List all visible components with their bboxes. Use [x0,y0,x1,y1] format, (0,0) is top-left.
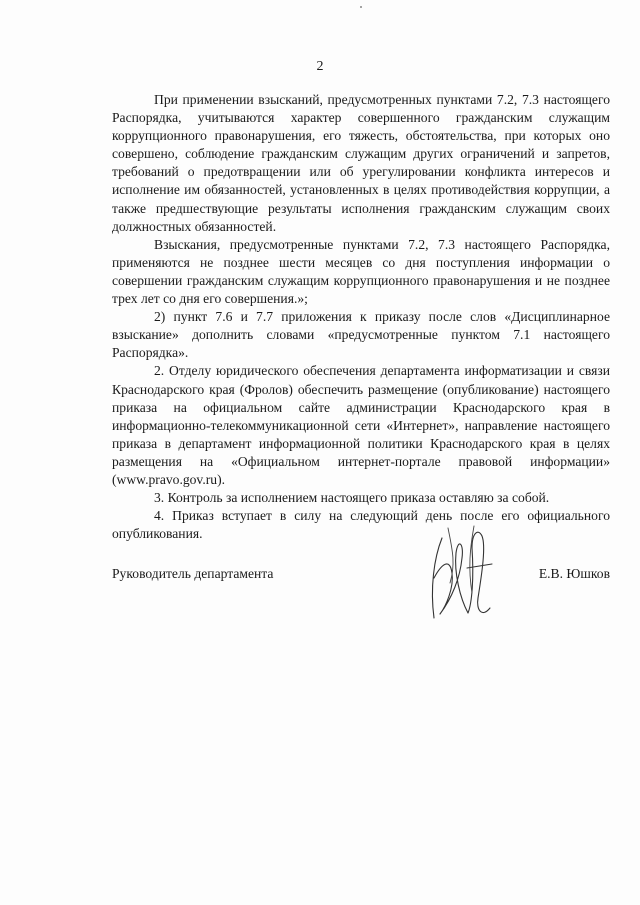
paragraph-penalty-application: При применении взысканий, предусмотренных пунктами 7.2, 7.3 настоящего Распорядка, учитываются характер совершенного гражданским служащим коррупционного правонарушения, его тяжесть, обстоятельства, при которых оно совершено, соблюдение гражданским служащим других ограничений и запретов, требований о предотвращении или об урегулировании конфликта интересов и исполнение им обязанностей, установленных в целях противодействия коррупции, а также предшествующие результаты исполнения гражданским служащим своих должностных обязанностей. [112,92,610,234]
paragraph-amendment-7-6: 2) пункт 7.6 и 7.7 приложения к приказу после слов «Дисциплинарное взыскание» дополнить словами «предусмотренные пунктом 7.1 настоящего Распорядка». [112,309,610,361]
paragraph-penalty-deadline: Взыскания, предусмотренные пунктами 7.2, 7.3 настоящего Распорядка, применяются не позднее шести месяцев со дня поступления информации о совершении гражданским служащим коррупционного правонарушения и не позднее трех лет со дня его совершения.»; [112,236,610,307]
paragraph-control: 3. Контроль за исполнением настоящего приказа оставляю за собой. [154,490,550,506]
page-number: 2 [316,59,324,74]
signatory-name: Е.В. Юшков [538,566,610,581]
signature-block [112,556,610,636]
paragraph-publication: 2. Отделу юридического обеспечения департамента информатизации и связи Краснодарского края (Фролов) обеспечить размещение (опубликование) настоящего приказа на официальном сайте администрации Краснодарского края в информационно-телекоммуникационной сети «Интернет», направление настоящего приказа в департамент информационной политики Краснодарского края в целях размещения на «Официальном интернет-портале правовой информации» (www.pravo.gov.ru). [112,363,610,487]
document-body [112,91,610,543]
signatory-position: Руководитель департамента [112,566,274,581]
handwritten-signature [412,518,512,628]
paragraph-effective-date: 4. Приказ вступает в силу на следующий день после его официального опубликования. [112,508,610,542]
scan-speck [360,6,362,8]
